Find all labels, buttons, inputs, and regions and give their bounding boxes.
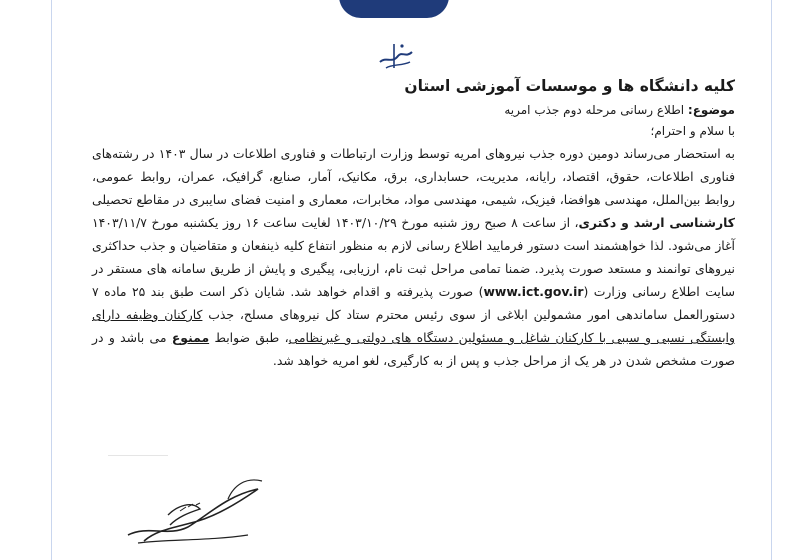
related-staff-clause: کارکنان وظیفه دارای وابستگی نسبی و سببی با کارکنان شاغل و مسئولین دستگاه های دولتی و غیرنظامی [92,307,735,345]
forbidden-word: ممنوع [171,330,210,345]
subject-line [92,100,735,120]
subject-label: موضوع: [687,103,735,117]
letter-content [92,72,735,372]
degree-levels: کارشناسی ارشد و دکتری [578,215,735,230]
greeting: با سلام و احترام؛ [650,124,735,138]
body-part-3: ) صورت پذیرفته و اقدام خواهد شد. شایان ذکر است طبق بند ۲۵ ماده ۷ دستورالعمل ساماندهی امور مشمولین ابلاغی از سوی رئیس محترم ستاد کل نیروهای مسلح، جذب [92,284,735,322]
body-part-4: ، طبق ضوابط [209,330,289,345]
header-emblem [339,0,449,18]
body-part-1: به استحضار می‌رساند دومین دوره جذب نیروهای امریه توسط وزارت ارتباطات و فناوری اطلاعات در سال ۱۴۰۳ در رشته‌های فناوری اطلاعات، حقوق، اقتصاد، رایانه، مدیریت، حسابداری، برق، مکانیک، آمار، صنایع، گرافیک، عمران، روابط عمومی، روابط بین‌الملل، مهندسی هوافضا، فیزیک، شیمی، مهندسی مواد، مخابرات، معماری و امنیت فضای سایبری در مقاطع تحصیلی [92,146,736,207]
body-part-5: می باشد و در صورت مشخص شدن در هر یک از مراحل جذب و پس از به کارگیری، لغو امریه خواهد شد. [92,330,735,368]
letter-body [92,142,735,372]
handwritten-signature-icon [108,455,278,547]
recipient-heading: کلیه دانشگاه ها و موسسات آموزشی استان [404,77,735,95]
subject-text: اطلاع رسانی مرحله دوم جذب امریه [504,103,688,117]
ministry-logo-icon [372,38,422,74]
body-part-2: ، از ساعت ۸ صبح روز شنبه مورخ ۱۴۰۳/۱۰/۲۹ لغایت ساعت ۱۶ روز یکشنبه مورخ ۱۴۰۳/۱۱/۷ آغاز می‌شود. لذا خواهشمند است دستور فرمایید اطلاع رسانی لازم به منظور انتفاع کلیه ذینفعان و متقاضیان و جذب حداکثری نیروهای توانمند و مستعد صورت پذیرد. ضمنا تمامی مراحل ثبت نام، ارزیابی، پیگیری و پایش از طریق سامانه های مستقر در سایت اطلاع رسانی وزارت ( [92,215,735,299]
website-link: www.ict.gov.ir [483,284,584,299]
